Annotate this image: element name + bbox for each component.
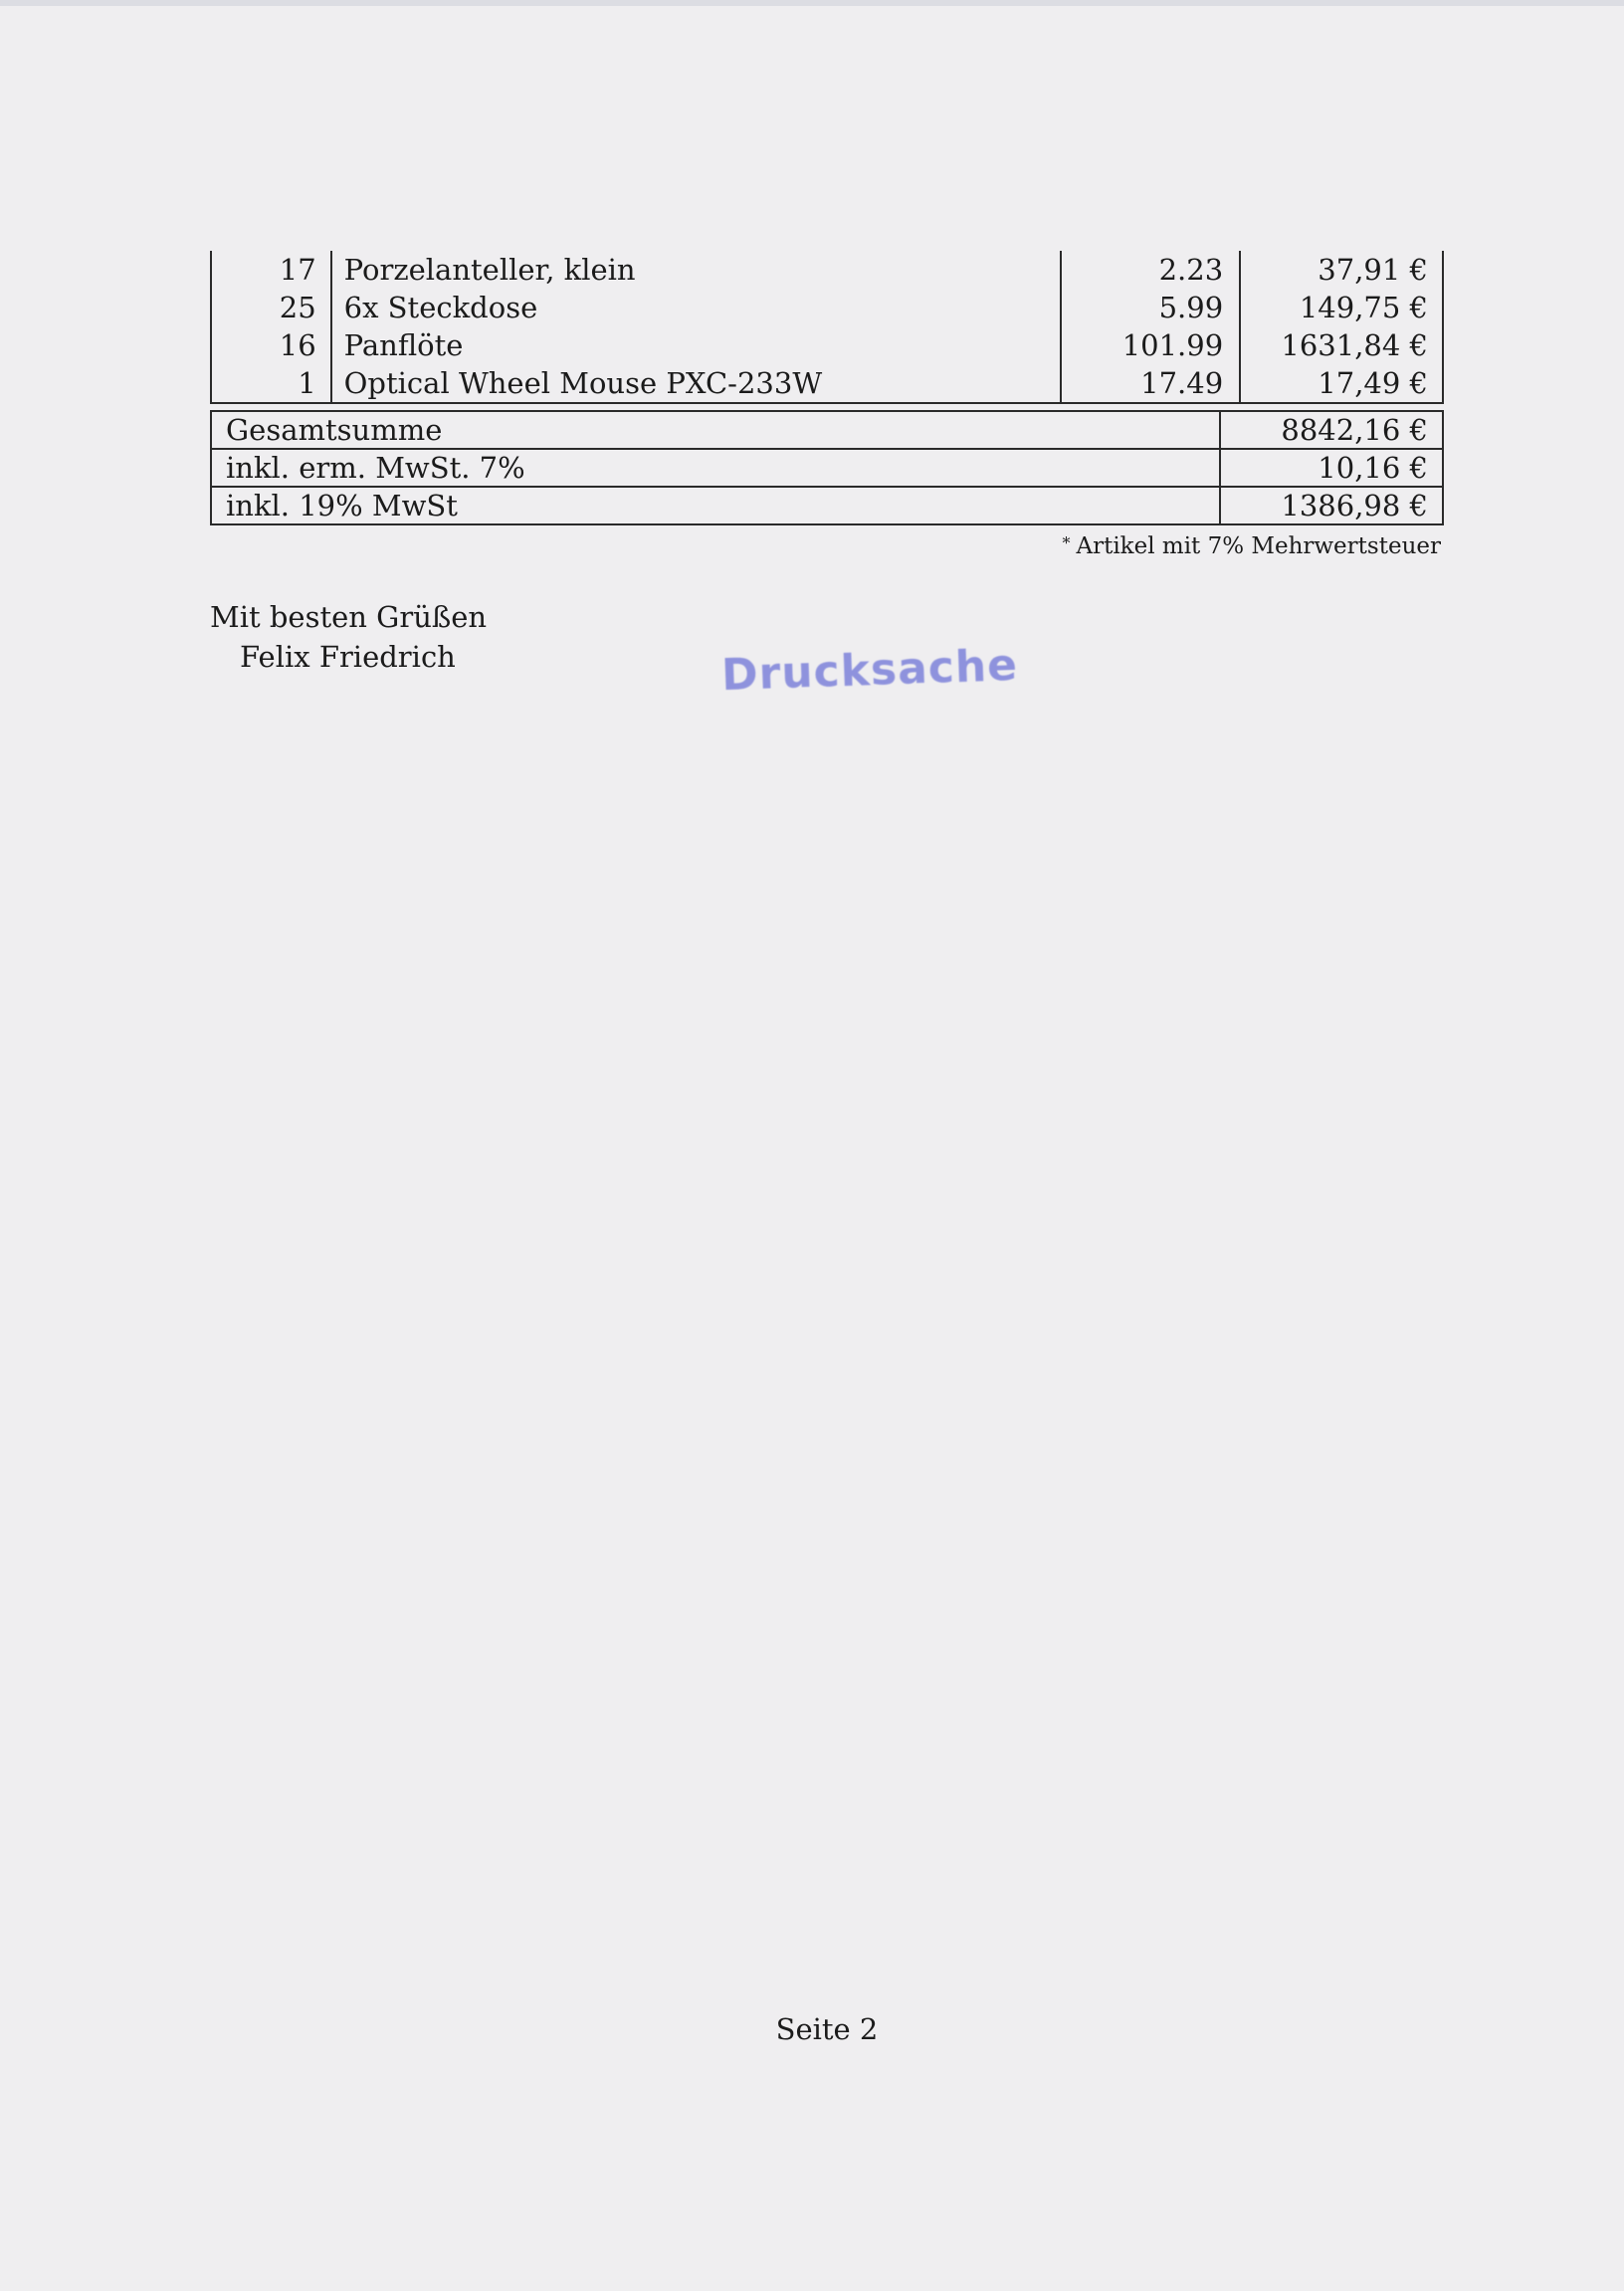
- closing-block: [210, 597, 487, 677]
- signer-name: Felix Friedrich: [240, 640, 456, 674]
- footnote-text: Artikel mit 7% Mehrwertsteuer: [1076, 533, 1441, 559]
- summary-row-reduced-vat: [211, 449, 1443, 487]
- item-description: Porzelanteller, klein: [331, 251, 1062, 289]
- item-quantity: 1: [211, 364, 331, 403]
- item-quantity: 17: [211, 251, 331, 289]
- summary-value: 8842,16 €: [1220, 411, 1443, 449]
- item-description: Optical Wheel Mouse PXC-233W: [331, 364, 1062, 403]
- table-row: [211, 326, 1443, 364]
- table-row: [211, 364, 1443, 403]
- item-description: Panflöte: [331, 326, 1062, 364]
- summary-value: 10,16 €: [1220, 449, 1443, 487]
- summary-label: inkl. erm. MwSt. 7%: [211, 449, 1220, 487]
- drucksache-stamp: Drucksache: [720, 639, 1019, 702]
- item-total: 17,49 €: [1240, 364, 1443, 403]
- item-total: 37,91 €: [1240, 251, 1443, 289]
- item-unit-price: 17.49: [1061, 364, 1240, 403]
- summary-label: Gesamtsumme: [211, 411, 1220, 449]
- summary-value: 1386,98 €: [1220, 487, 1443, 524]
- table-row: [211, 289, 1443, 326]
- closing-greeting: Mit besten Grüßen: [210, 600, 488, 634]
- item-quantity: 16: [211, 326, 331, 364]
- item-total: 1631,84 €: [1240, 326, 1443, 364]
- page-number: Seite 2: [775, 2012, 879, 2046]
- item-unit-price: 2.23: [1061, 251, 1240, 289]
- item-quantity: 25: [211, 289, 331, 326]
- item-total: 149,75 €: [1240, 289, 1443, 326]
- footnote-marker: *: [1062, 533, 1071, 552]
- item-unit-price: 5.99: [1061, 289, 1240, 326]
- summary-row-total: [211, 411, 1443, 449]
- item-unit-price: 101.99: [1061, 326, 1240, 364]
- item-description: 6x Steckdose: [331, 289, 1062, 326]
- summary-table: [210, 410, 1444, 525]
- vat-footnote: [1062, 533, 1441, 559]
- items-table: [210, 251, 1444, 404]
- summary-row-vat: [211, 487, 1443, 524]
- summary-label: inkl. 19% MwSt: [211, 487, 1220, 524]
- table-row: [211, 251, 1443, 289]
